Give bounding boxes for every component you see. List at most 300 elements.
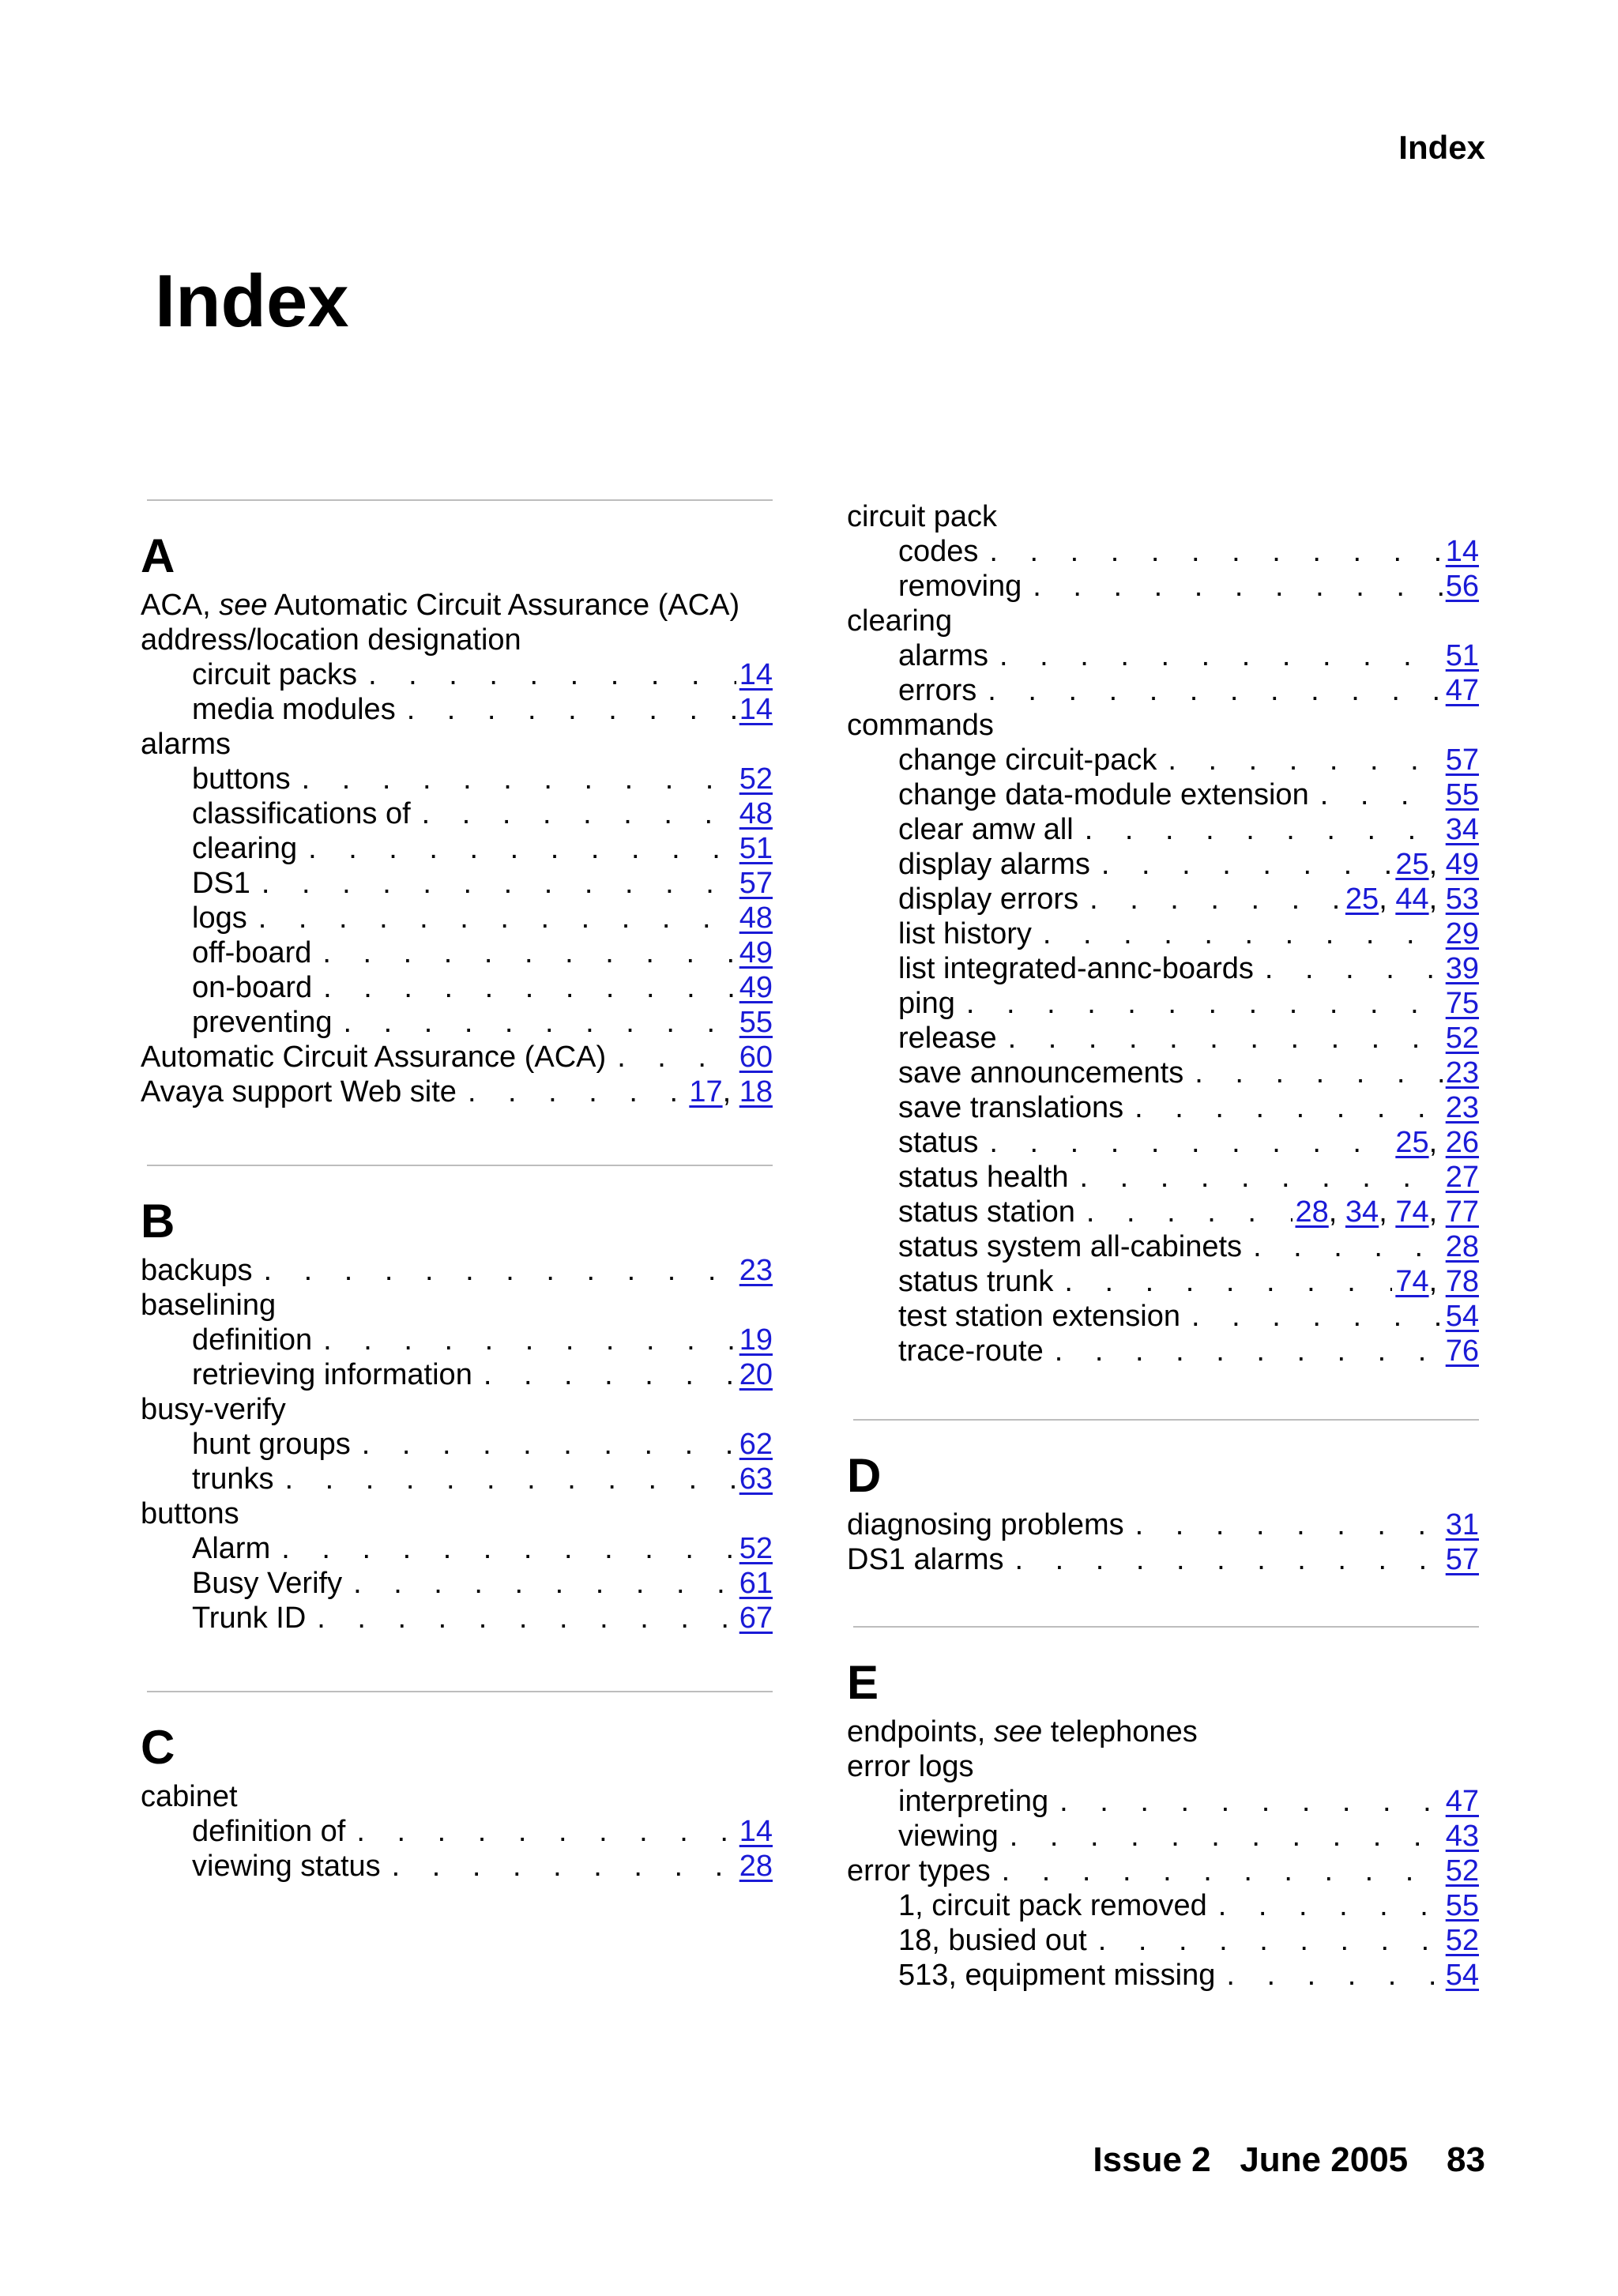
dot-leader (1086, 1195, 1293, 1229)
dot-leader (392, 1849, 736, 1884)
entry-term: DS1 (192, 867, 250, 900)
index-entry (847, 1819, 1479, 1854)
entry-term: list history (898, 917, 1032, 950)
dot-leader (356, 1814, 736, 1849)
index-entry (141, 1288, 773, 1323)
entry-term: display errors (898, 883, 1079, 916)
entry-term: buttons (192, 762, 291, 796)
entry-pages (1446, 1507, 1479, 1542)
index-section (141, 499, 773, 1109)
entry-term-target: telephones (1042, 1715, 1198, 1748)
entry-term: Trunk ID (192, 1602, 307, 1635)
dot-leader (1064, 1264, 1392, 1299)
section-letter: E (847, 1656, 879, 1709)
entry-pages (739, 657, 773, 692)
index-entry (141, 1427, 773, 1462)
page-separator: , (1428, 848, 1446, 881)
entry-pages (739, 1531, 773, 1566)
index-entry (141, 796, 773, 831)
dot-leader (989, 1125, 1392, 1160)
page-link[interactable]: 57 (1445, 743, 1479, 777)
page-link[interactable]: 47 (1445, 1785, 1479, 1818)
entry-pages (1446, 1854, 1479, 1888)
entry-term: save translations (898, 1091, 1124, 1124)
index-entry (847, 1507, 1479, 1542)
entry-term: logs (192, 901, 247, 935)
entry-pages (739, 796, 773, 831)
page-link[interactable]: 49 (739, 971, 773, 1004)
entry-pages (1446, 951, 1479, 986)
index-column-right (847, 499, 1479, 1993)
dot-leader (1134, 1090, 1443, 1125)
entry-pages (1446, 638, 1479, 673)
entry-pages (1446, 1923, 1479, 1958)
page-link[interactable]: 23 (1445, 1056, 1479, 1090)
page-link[interactable]: 53 (1445, 883, 1479, 916)
dot-leader (1089, 882, 1342, 917)
page-link[interactable]: 51 (1445, 639, 1479, 672)
page-link[interactable]: 52 (1445, 1854, 1479, 1888)
index-entry (847, 1784, 1479, 1819)
index-entry (847, 1264, 1479, 1299)
index-entry (847, 1854, 1479, 1888)
entry-term: release (898, 1022, 997, 1055)
page-link[interactable]: 14 (739, 693, 773, 726)
index-entry (847, 847, 1479, 882)
index-entry (847, 1958, 1479, 1993)
entry-pages (1395, 847, 1479, 882)
dot-leader (1079, 1160, 1442, 1195)
page-link[interactable]: 25 (1345, 883, 1379, 916)
entry-pages (739, 1601, 773, 1635)
dot-leader (1002, 1854, 1443, 1888)
dot-leader (1043, 917, 1443, 951)
dot-leader (999, 638, 1443, 673)
index-entry (141, 1531, 773, 1566)
entry-term: alarms (141, 728, 231, 761)
index-entry (141, 1496, 773, 1531)
page-link[interactable]: 52 (1445, 1924, 1479, 1957)
page-link[interactable]: 20 (739, 1358, 773, 1391)
entry-term: viewing (898, 1820, 999, 1853)
footer-date: June 2005 (1240, 2140, 1409, 2179)
index-entry (141, 866, 773, 901)
entry-pages (1446, 1542, 1479, 1577)
index-entry (141, 727, 773, 762)
dot-leader (281, 1531, 736, 1566)
page-link[interactable]: 52 (739, 762, 773, 796)
entry-term: address/location designation (141, 623, 521, 657)
index-entry (847, 1056, 1479, 1090)
entry-pages (739, 1040, 773, 1075)
entry-term: status trunk (898, 1265, 1054, 1298)
index-section (847, 1419, 1479, 1577)
page-link[interactable]: 26 (1445, 1126, 1479, 1159)
entry-term (141, 588, 739, 623)
dot-leader (1135, 1507, 1443, 1542)
page-link[interactable]: 56 (1445, 570, 1479, 603)
index-entry (141, 692, 773, 727)
index-entry (847, 1195, 1479, 1229)
footer-page-number: 83 (1447, 2140, 1485, 2179)
page-link[interactable]: 18 (739, 1075, 773, 1108)
entry-pages (739, 935, 773, 970)
entry-term: 18, busied out (898, 1924, 1087, 1957)
entry-pages (1345, 882, 1479, 917)
entry-pages (1446, 1819, 1479, 1854)
entry-term: DS1 alarms (847, 1543, 1004, 1576)
entry-pages (739, 1323, 773, 1357)
page-link[interactable]: 52 (739, 1532, 773, 1565)
section-letter: A (141, 529, 175, 582)
entry-term: off-board (192, 936, 312, 969)
entry-term: interpreting (898, 1785, 1049, 1818)
page-link[interactable]: 63 (739, 1462, 773, 1496)
entry-term: Avaya support Web site (141, 1075, 457, 1108)
entry-pages (1446, 812, 1479, 847)
entry-term: definition of (192, 1815, 346, 1848)
index-entry (847, 1542, 1479, 1577)
section-letter: D (847, 1449, 882, 1502)
entry-term: clear amw all (898, 813, 1074, 846)
page-link[interactable]: 29 (1445, 917, 1479, 950)
entry-term: baselining (141, 1289, 277, 1322)
entry-pages (739, 692, 773, 727)
index-entry (141, 1323, 773, 1357)
page-link[interactable]: 54 (1445, 1300, 1479, 1333)
dot-leader (1098, 1923, 1443, 1958)
entry-pages (1446, 673, 1479, 708)
entry-term: diagnosing problems (847, 1508, 1124, 1541)
dot-leader (988, 673, 1442, 708)
page-link[interactable]: 57 (739, 867, 773, 900)
section-letter: B (141, 1195, 175, 1248)
entry-pages (1446, 917, 1479, 951)
entry-term: busy-verify (141, 1393, 286, 1426)
index-entry (847, 917, 1479, 951)
entry-term (847, 1714, 1198, 1749)
entry-pages (739, 831, 773, 866)
dot-leader (1195, 1056, 1442, 1090)
entry-term: clearing (847, 604, 953, 638)
entry-term: definition (192, 1323, 313, 1357)
index-entry (141, 935, 773, 970)
page-link[interactable]: 77 (1445, 1195, 1479, 1229)
index-entry (847, 777, 1479, 812)
page-link[interactable]: 74 (1395, 1195, 1429, 1229)
entry-term: trunks (192, 1462, 274, 1496)
entry-term: alarms (898, 639, 989, 672)
entry-term: errors (898, 674, 977, 707)
dot-leader (353, 1566, 736, 1601)
page-link[interactable]: 19 (739, 1323, 773, 1357)
dot-leader (1085, 812, 1443, 847)
entry-term: Alarm (192, 1532, 271, 1565)
dot-leader (617, 1040, 736, 1075)
page-link[interactable]: 25 (1395, 848, 1429, 881)
index-entry (847, 1125, 1479, 1160)
entry-term: hunt groups (192, 1428, 351, 1461)
entry-term: clearing (192, 832, 298, 865)
dot-leader (1320, 777, 1443, 812)
entry-term: status (898, 1126, 979, 1159)
dot-leader (1226, 1958, 1442, 1993)
page-separator: , (1428, 1126, 1446, 1159)
entry-term: change circuit-pack (898, 743, 1157, 777)
dot-leader (317, 1601, 736, 1635)
index-entry (847, 1021, 1479, 1056)
entry-pages (1296, 1195, 1480, 1229)
dot-leader (484, 1357, 736, 1392)
entry-pages (1446, 1299, 1479, 1334)
entry-term: on-board (192, 971, 313, 1004)
index-entry (141, 1357, 773, 1392)
page-link[interactable]: 49 (1445, 848, 1479, 881)
dot-leader (1265, 951, 1443, 986)
index-entry (141, 1566, 773, 1601)
page-link[interactable]: 23 (1445, 1091, 1479, 1124)
index-entry (847, 1749, 1479, 1784)
entry-term-prefix: endpoints, (847, 1715, 994, 1748)
page-link[interactable]: 52 (1445, 1022, 1479, 1055)
page-link[interactable]: 57 (1445, 1543, 1479, 1576)
index-entry (847, 604, 1479, 638)
entry-term: error logs (847, 1750, 974, 1783)
index-entry (141, 623, 773, 657)
entry-term: status health (898, 1161, 1069, 1194)
index-entry (847, 951, 1479, 986)
entry-term: cabinet (141, 1780, 238, 1813)
page-separator: , (1379, 883, 1396, 916)
page-link[interactable]: 74 (1395, 1265, 1429, 1298)
page-link[interactable]: 34 (1345, 1195, 1379, 1229)
page-separator: , (1428, 1195, 1446, 1229)
page-link[interactable]: 23 (739, 1254, 773, 1287)
dot-leader (1101, 847, 1392, 882)
dot-leader (343, 1005, 736, 1040)
index-entry (847, 708, 1479, 743)
entry-term: codes (898, 535, 979, 568)
entry-term: 1, circuit pack removed (898, 1889, 1207, 1922)
page-link[interactable]: 48 (739, 901, 773, 935)
entry-term: classifications of (192, 797, 411, 830)
entry-term: 513, equipment missing (898, 1959, 1216, 1992)
page-link[interactable]: 62 (739, 1428, 773, 1461)
entry-term: commands (847, 709, 994, 742)
page-title: Index (155, 259, 349, 342)
dot-leader (989, 534, 1442, 569)
index-entry (847, 1090, 1479, 1125)
entry-pages (739, 1357, 773, 1392)
index-entry (847, 534, 1479, 569)
entry-pages (1446, 1958, 1479, 1993)
index-entry (141, 1005, 773, 1040)
dot-leader (1191, 1299, 1443, 1334)
dot-leader (1168, 743, 1442, 777)
dot-leader (284, 1462, 736, 1496)
running-header: Index (1398, 129, 1485, 166)
entry-pages (1446, 1021, 1479, 1056)
entry-term: test station extension (898, 1300, 1180, 1333)
page-separator: , (1428, 883, 1446, 916)
page-link[interactable]: 76 (1445, 1334, 1479, 1368)
entry-term: viewing status (192, 1850, 381, 1883)
entry-pages (1446, 1229, 1479, 1264)
index-entry (141, 1462, 773, 1496)
index-entry (141, 831, 773, 866)
page-link[interactable]: 47 (1445, 674, 1479, 707)
index-entry (847, 1160, 1479, 1195)
index-entry (847, 673, 1479, 708)
page-separator: , (1379, 1195, 1396, 1229)
index-entry (141, 1040, 773, 1075)
dot-leader (468, 1075, 686, 1109)
entry-pages (1446, 1056, 1479, 1090)
page-link[interactable]: 28 (1445, 1230, 1479, 1263)
entry-term: error types (847, 1854, 991, 1888)
entry-pages (1395, 1264, 1479, 1299)
page-link[interactable]: 49 (739, 936, 773, 969)
index-entry (847, 499, 1479, 534)
entry-pages (1446, 1334, 1479, 1368)
index-entry (141, 1253, 773, 1288)
page-link[interactable]: 55 (1445, 1889, 1479, 1922)
index-entry (847, 638, 1479, 673)
page-link[interactable]: 14 (1445, 535, 1479, 568)
index-entry (141, 901, 773, 935)
index-entry (141, 1779, 773, 1814)
see-reference: see (993, 1715, 1043, 1748)
dot-leader (368, 657, 736, 692)
index-entry (847, 1888, 1479, 1923)
index-entry (141, 1814, 773, 1849)
index-section (141, 1691, 773, 1884)
section-letter: C (141, 1721, 175, 1774)
page-link[interactable]: 27 (1445, 1161, 1479, 1194)
dot-leader (323, 1323, 736, 1357)
entry-pages (739, 1462, 773, 1496)
page-link[interactable]: 14 (739, 658, 773, 691)
index-entry (847, 569, 1479, 604)
page-link[interactable]: 25 (1395, 1126, 1429, 1159)
dot-leader (1033, 569, 1442, 604)
entry-term: status station (898, 1195, 1075, 1229)
entry-term: circuit pack (847, 500, 998, 533)
entry-pages (1446, 1090, 1479, 1125)
page-link[interactable]: 17 (689, 1075, 723, 1108)
entry-pages (739, 1253, 773, 1288)
entry-term: status system all-cabinets (898, 1230, 1243, 1263)
index-entry (141, 1849, 773, 1884)
entry-term: media modules (192, 693, 396, 726)
footer-issue: Issue 2 (1093, 2140, 1211, 2179)
page-footer (1093, 2140, 1485, 2179)
entry-term: save announcements (898, 1056, 1184, 1090)
dot-leader (966, 986, 1443, 1021)
entry-term: change data-module extension (898, 778, 1309, 811)
page-link[interactable]: 14 (739, 1815, 773, 1848)
index-column-left (141, 499, 773, 1884)
page-link[interactable]: 28 (739, 1850, 773, 1883)
index-entry (141, 970, 773, 1005)
entry-term: backups (141, 1254, 253, 1287)
dot-leader (407, 692, 736, 727)
page-link[interactable]: 67 (739, 1602, 773, 1635)
index-entry (141, 762, 773, 796)
entry-term-prefix: ACA, (141, 589, 220, 622)
entry-pages (1446, 777, 1479, 812)
page-link[interactable]: 60 (739, 1041, 773, 1074)
page-link[interactable]: 61 (739, 1567, 773, 1600)
index-entry (141, 1075, 773, 1109)
page-link[interactable]: 43 (1445, 1820, 1479, 1853)
entry-term: ping (898, 987, 955, 1020)
dot-leader (1010, 1819, 1443, 1854)
page-link[interactable]: 34 (1445, 813, 1479, 846)
page-link[interactable]: 54 (1445, 1959, 1479, 1992)
entry-pages (689, 1075, 773, 1109)
entry-pages (739, 901, 773, 935)
page-link[interactable]: 31 (1445, 1508, 1479, 1541)
index-section (141, 1165, 773, 1635)
entry-term: trace-route (898, 1334, 1044, 1368)
entry-pages (739, 970, 773, 1005)
dot-leader (362, 1427, 736, 1462)
dot-leader (1015, 1542, 1443, 1577)
page-link[interactable]: 55 (739, 1006, 773, 1039)
index-entry (847, 986, 1479, 1021)
index-entry (141, 588, 773, 623)
entry-term: preventing (192, 1006, 333, 1039)
page-link[interactable]: 28 (1295, 1195, 1329, 1229)
entry-pages (1446, 534, 1479, 569)
entry-pages (739, 1427, 773, 1462)
page-link[interactable]: 78 (1445, 1265, 1479, 1298)
entry-term: list integrated-annc-boards (898, 952, 1254, 985)
entry-pages (739, 1849, 773, 1884)
page-link[interactable]: 51 (739, 832, 773, 865)
index-entry (847, 1714, 1479, 1749)
index-entry (141, 1601, 773, 1635)
entry-pages (1446, 569, 1479, 604)
index-entry (847, 1229, 1479, 1264)
page-separator: , (1428, 1265, 1446, 1298)
page-link[interactable]: 55 (1445, 778, 1479, 811)
page-link[interactable]: 48 (739, 797, 773, 830)
index-entry (847, 1299, 1479, 1334)
entry-term: buttons (141, 1497, 239, 1530)
entry-pages (739, 1005, 773, 1040)
entry-pages (1446, 743, 1479, 777)
entry-pages (1446, 1784, 1479, 1819)
dot-leader (1008, 1021, 1443, 1056)
entry-pages (1395, 1125, 1479, 1160)
index-entry (847, 743, 1479, 777)
entry-term: Busy Verify (192, 1567, 343, 1600)
page-link[interactable]: 39 (1445, 952, 1479, 985)
index-entry (847, 1334, 1479, 1368)
page-link[interactable]: 75 (1445, 987, 1479, 1020)
entry-pages (1446, 1160, 1479, 1195)
page-separator: , (722, 1075, 739, 1108)
dot-leader (1055, 1334, 1443, 1368)
dot-leader (1218, 1888, 1443, 1923)
index-entry (847, 812, 1479, 847)
dot-leader (258, 901, 736, 935)
page-link[interactable]: 44 (1395, 883, 1429, 916)
entry-pages (1446, 1888, 1479, 1923)
dot-leader (308, 831, 736, 866)
